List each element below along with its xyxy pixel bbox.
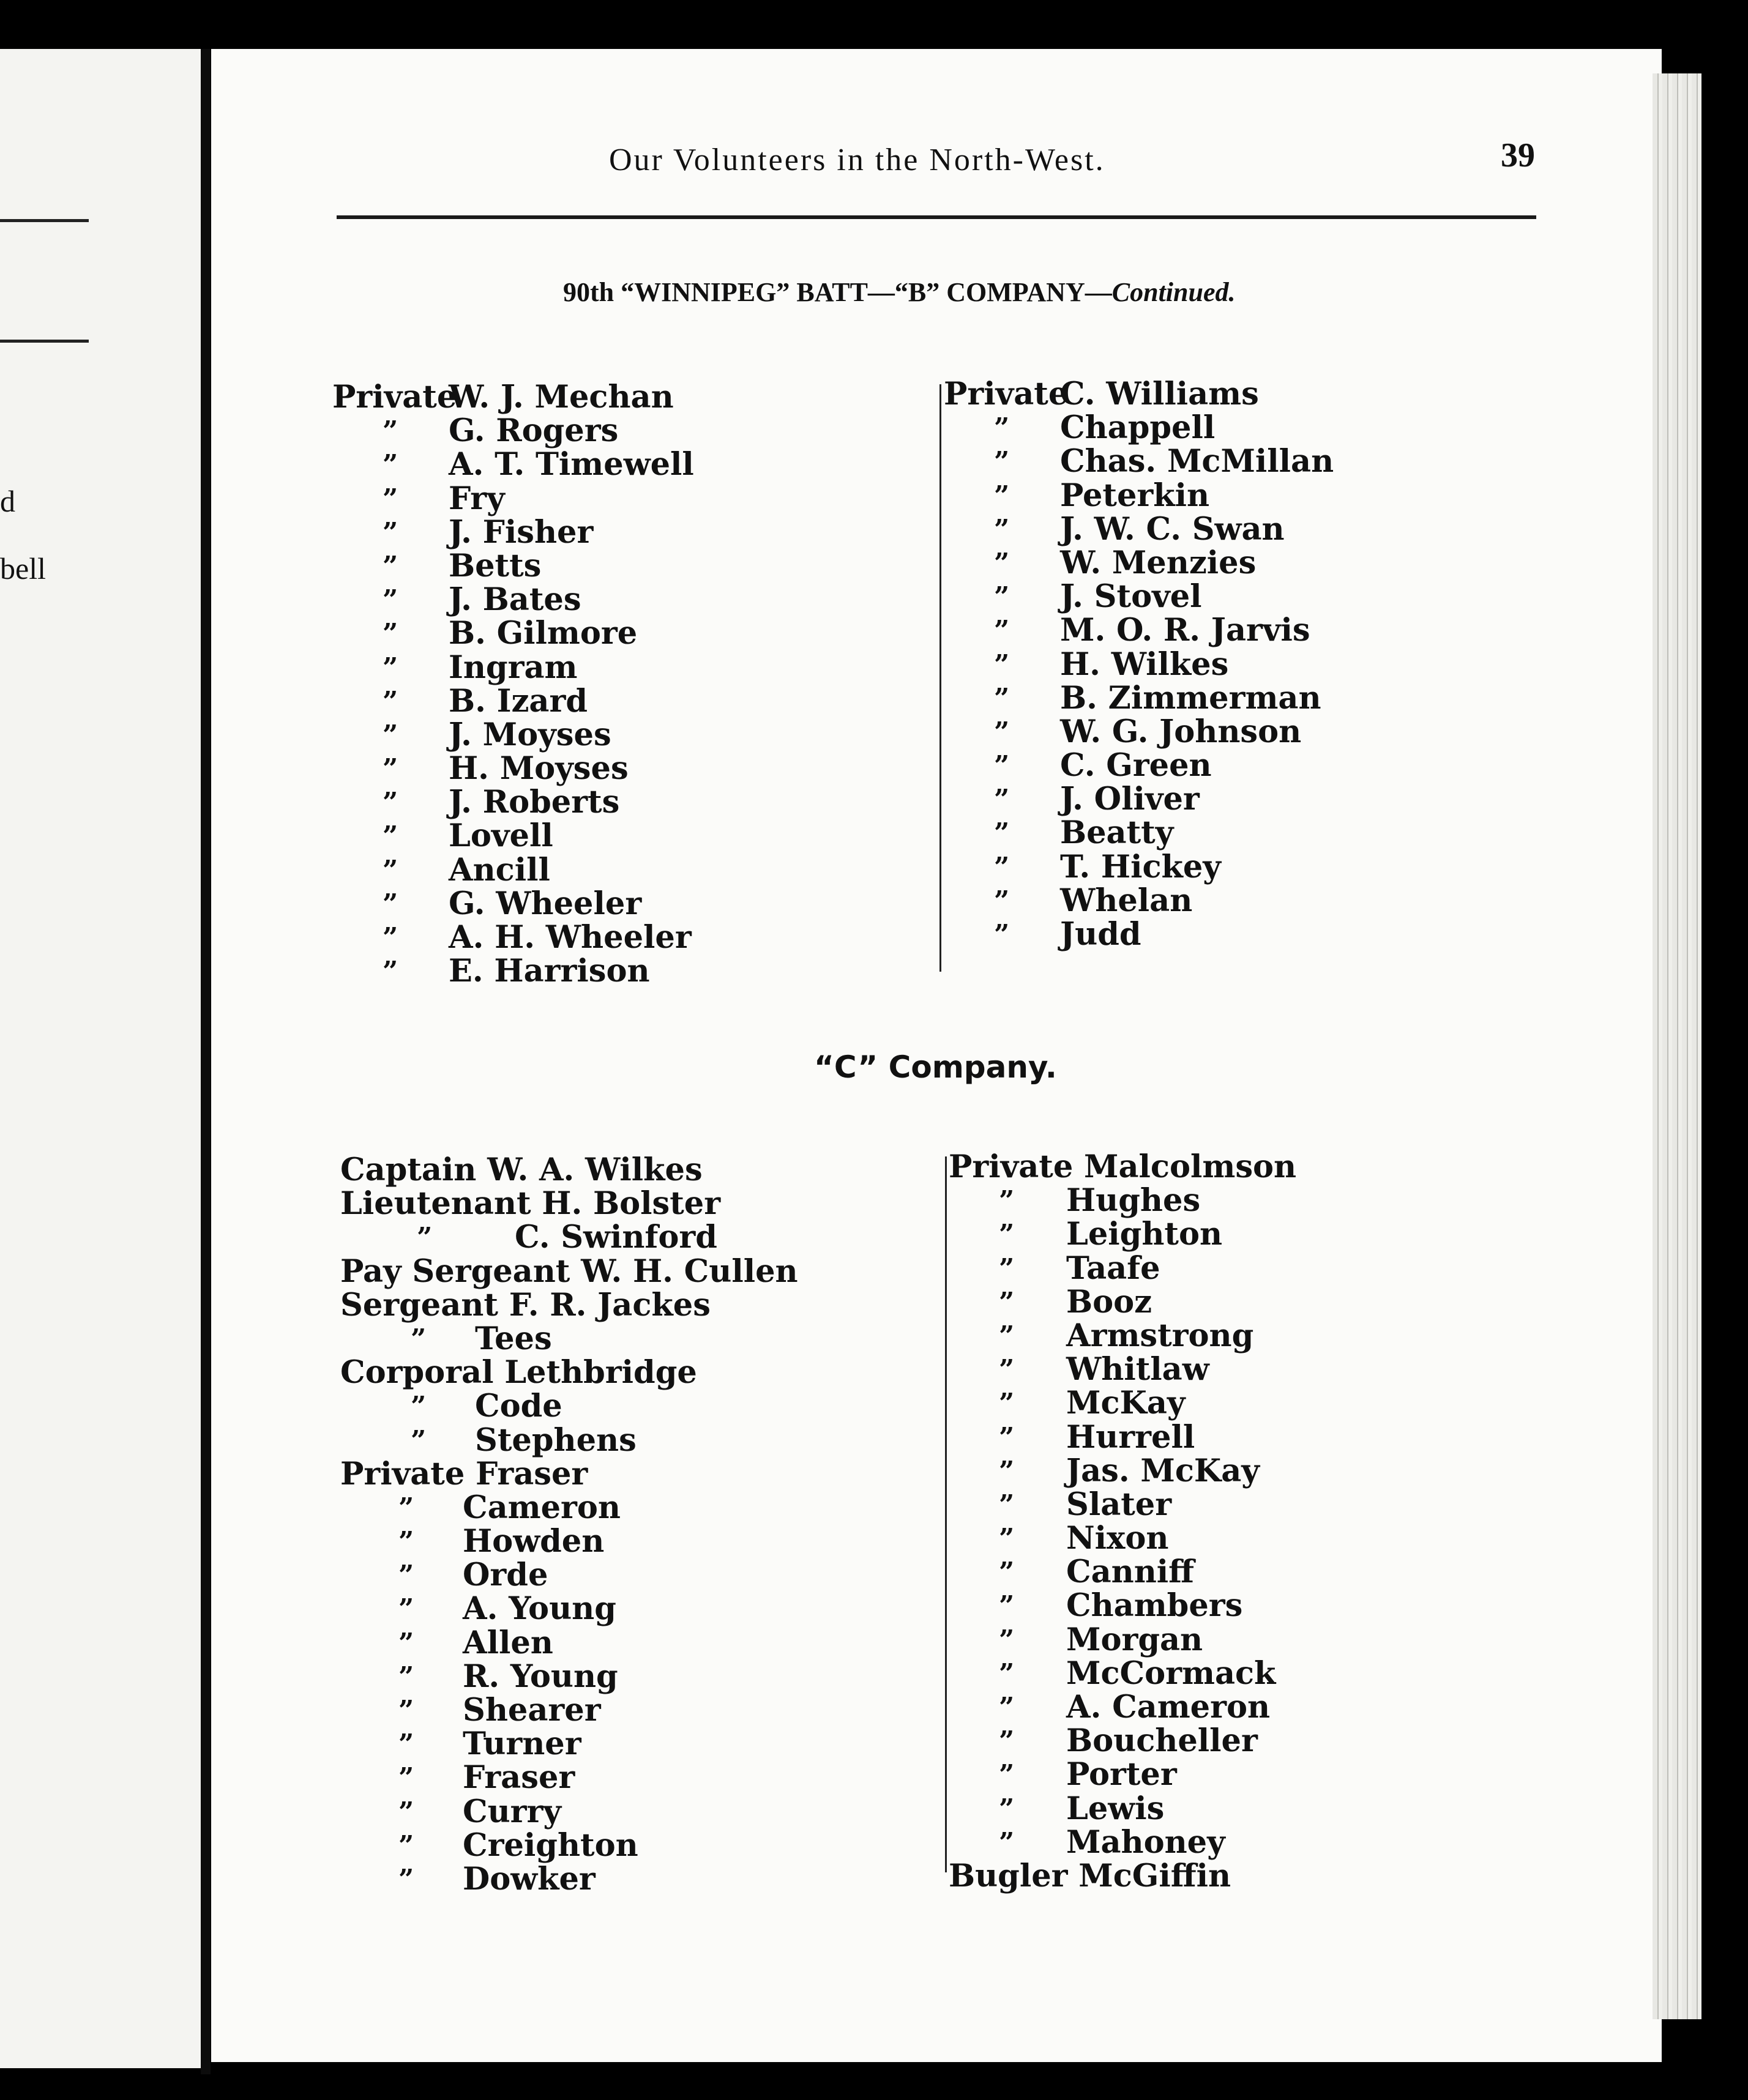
roster-entry [340,1322,798,1356]
ditto-mark: ” [994,446,1010,478]
ditto-mark: ” [999,1523,1015,1555]
soldier-name: C. Green [1060,747,1212,784]
roster-entry [944,578,1202,616]
ditto-mark: ” [398,1593,414,1625]
soldier-name: Dowker [463,1860,596,1897]
soldier-entry: Pay Sergeant W. H. Cullen [340,1253,798,1290]
soldier-name: Chambers [1066,1587,1243,1625]
section-c-heading: “C” Company. [814,1049,1057,1085]
roster-entry [332,953,650,990]
soldier-name: W. Menzies [1060,544,1257,581]
roster-entry [949,1353,1296,1387]
soldier-name: R. Young [463,1658,618,1695]
roster-entry [340,1390,798,1423]
ditto-mark: ” [383,550,398,582]
roster-entry [340,1558,798,1592]
soldier-name: Turner [463,1726,581,1763]
ditto-mark: ” [994,885,1010,917]
soldier-name: Taafe [1066,1249,1160,1287]
section-c-right-column [949,1150,1296,1893]
ditto-mark: ” [417,1222,433,1254]
roster-entry [340,1356,798,1390]
facing-page-fragment: d [0,484,15,518]
ditto-mark: ” [383,854,398,886]
section-b-title: 90th “WINNIPEG” BATT—“B” COMPANY— [563,277,1112,307]
roster-entry [949,1249,1296,1287]
header-rule [337,215,1536,219]
roster-entry [949,1857,1296,1894]
soldier-name: Slater [1066,1486,1172,1523]
soldier-name: Canniff [1066,1554,1195,1591]
soldier-name: J. Roberts [449,784,620,821]
roster-entry [332,682,588,720]
page-edges [1653,73,1701,2019]
section-b-right-column [944,376,1334,953]
roster-entry [340,1153,798,1187]
roster-entry [944,848,1221,885]
roster-entry [944,409,1216,447]
ditto-mark: ” [994,513,1010,545]
soldier-name: M. O. R. Jarvis [1060,612,1310,649]
roster-entry [944,544,1257,581]
ditto-mark: ” [398,1695,414,1726]
soldier-name: Peterkin [1060,477,1210,514]
column-divider [945,1156,947,1872]
soldier-name: Hughes [1066,1182,1201,1219]
rank-label: Private [944,376,1069,412]
roster-entry [340,1525,798,1558]
soldier-name: Curry [463,1793,562,1830]
ditto-mark: ” [999,1219,1015,1251]
soldier-name: McCormack [1066,1655,1276,1692]
ditto-mark: ” [411,1391,427,1423]
ditto-mark: ” [999,1590,1015,1622]
roster-entry [949,1319,1296,1353]
roster-entry [944,612,1310,649]
ditto-mark: ” [383,516,398,548]
roster-entry [949,1724,1296,1758]
ditto-mark: ” [398,1661,414,1692]
page-number: 39 [1501,136,1535,174]
roster-entry [332,615,638,652]
facing-page-rule [0,219,89,222]
ditto-mark: ” [994,750,1010,782]
ditto-mark: ” [398,1796,414,1828]
rank-label: Private [332,379,457,415]
soldier-name: Howden [463,1523,605,1560]
ditto-mark: ” [999,1185,1015,1217]
ditto-mark: ” [398,1863,414,1895]
ditto-mark: ” [398,1526,414,1558]
ditto-mark: ” [999,1489,1015,1521]
ditto-mark: ” [999,1658,1015,1689]
ditto-mark: ” [383,821,398,852]
ditto-mark: ” [999,1421,1015,1453]
ditto-mark: ” [398,1830,414,1861]
ditto-mark: ” [999,1726,1015,1757]
ditto-mark: ” [994,682,1010,714]
soldier-name: Creighton [463,1826,638,1864]
roster-entry [340,1795,798,1829]
ditto-mark: ” [383,652,398,683]
roster-entry [340,1187,798,1221]
section-b-left-column [332,379,694,990]
soldier-name: J. Moyses [449,716,611,753]
ditto-mark: ” [398,1560,414,1592]
roster-entry [949,1758,1296,1792]
soldier-name: Porter [1066,1756,1177,1793]
soldier-name: W. J. Mechan [449,379,674,415]
roster-entry [332,919,692,956]
soldier-name: Beatty [1060,814,1174,852]
soldier-name: Judd [1060,916,1141,953]
ditto-mark: ” [383,449,398,481]
roster-entry [332,649,578,686]
roster-entry [944,882,1193,919]
roster-entry [340,1761,798,1795]
ditto-mark: ” [383,685,398,717]
ditto-mark: ” [994,784,1010,816]
roster-entry [340,1421,798,1459]
roster-entry [340,1694,798,1727]
ditto-mark: ” [398,1627,414,1659]
roster-entry [949,1387,1296,1420]
soldier-entry: Corporal Lethbridge [340,1354,697,1391]
ditto-mark: ” [999,1557,1015,1588]
ditto-mark: ” [411,1323,427,1355]
soldier-name: Tees [475,1320,552,1357]
soldier-name: C. Williams [1060,376,1259,412]
roster-entry [949,1657,1296,1691]
soldier-name: T. Hickey [1060,848,1221,885]
soldier-entry: Sergeant F. R. Jackes [340,1286,711,1324]
roster-entry [944,510,1285,548]
roster-entry [949,1454,1296,1488]
soldier-name: A. H. Wheeler [449,919,692,956]
roster-entry [944,814,1174,852]
roster-entry [949,1418,1296,1456]
soldier-name: B. Izard [449,682,588,720]
soldier-entry: Private Malcolmson [949,1149,1297,1185]
section-b-heading [563,277,1236,308]
roster-entry [949,1150,1296,1184]
soldier-name: C. Swinford [515,1219,717,1256]
roster-entry [332,446,694,483]
soldier-name: G. Wheeler [449,885,642,922]
ditto-mark: ” [999,1692,1015,1723]
soldier-name: B. Gilmore [449,615,638,652]
soldier-name: Stephens [475,1421,637,1459]
roster-entry [944,916,1141,953]
ditto-mark: ” [383,483,398,515]
soldier-entry: Lieutenant H. Bolster [340,1185,721,1223]
ditto-mark: ” [999,1354,1015,1386]
ditto-mark: ” [994,581,1010,613]
soldier-name: J. Stovel [1060,578,1202,616]
ditto-mark: ” [999,1793,1015,1825]
roster-entry [944,781,1200,818]
soldier-name: Chas. McMillan [1060,443,1334,480]
soldier-name: H. Wilkes [1060,646,1229,683]
roster-entry [949,1589,1296,1623]
soldier-name: Allen [463,1624,553,1661]
roster-entry [340,1860,798,1897]
ditto-mark: ” [398,1762,414,1794]
ditto-mark: ” [383,753,398,785]
roster-entry [949,1184,1296,1218]
facing-page-rule [0,340,89,343]
roster-entry [340,1491,798,1525]
ditto-mark: ” [994,547,1010,579]
facing-page-fragment: bell [0,551,46,586]
soldier-name: E. Harrison [449,953,650,990]
soldier-name: J. W. C. Swan [1060,510,1285,548]
soldier-name: W. G. Johnson [1060,713,1302,750]
ditto-mark: ” [999,1826,1015,1858]
soldier-name: McKay [1066,1385,1186,1422]
ditto-mark: ” [999,1455,1015,1487]
ditto-mark: ” [994,649,1010,680]
soldier-name: Boucheller [1066,1722,1258,1760]
roster-entry [340,1255,798,1289]
soldier-name: J. Bates [449,581,581,619]
soldier-name: Orde [463,1557,548,1594]
roster-entry [949,1522,1296,1555]
soldier-name: Lovell [449,817,553,855]
roster-entry [340,1626,798,1660]
ditto-mark: ” [383,787,398,819]
roster-entry [944,679,1321,717]
roster-entry [332,480,505,517]
roster-entry [340,1826,798,1864]
running-title: Our Volunteers in the North-West. [609,143,1105,177]
roster-entry [332,412,619,450]
soldier-entry: Private Fraser [340,1455,588,1492]
roster-entry [949,1823,1296,1861]
roster-entry [944,477,1210,514]
roster-entry [332,784,620,821]
roster-entry [340,1455,798,1492]
ditto-mark: ” [383,888,398,920]
roster-entry [340,1221,798,1254]
ditto-mark: ” [383,584,398,616]
soldier-name: Hurrell [1066,1418,1195,1456]
roster-entry [332,379,674,415]
roster-entry [332,885,642,922]
soldier-name: Nixon [1066,1520,1169,1557]
soldier-name: Fraser [463,1759,575,1797]
soldier-entry: Bugler McGiffin [949,1857,1231,1894]
roster-entry [332,513,594,551]
roster-entry [949,1623,1296,1657]
ditto-mark: ” [994,615,1010,647]
ditto-mark: ” [994,716,1010,748]
roster-entry [949,1283,1296,1320]
ditto-mark: ” [398,1729,414,1760]
soldier-name: Armstrong [1066,1317,1254,1354]
book-spine [201,49,211,2074]
roster-entry [944,713,1302,750]
roster-entry [332,716,611,753]
roster-entry [949,1218,1296,1251]
roster-entry [332,851,550,888]
roster-entry [944,443,1334,480]
ditto-mark: ” [383,719,398,751]
ditto-mark: ” [999,1759,1015,1791]
ditto-mark: ” [999,1253,1015,1284]
facing-page [0,49,202,2068]
roster-entry [944,376,1259,412]
ditto-mark: ” [994,919,1010,950]
ditto-mark: ” [383,922,398,953]
soldier-name: J. Fisher [449,513,594,551]
roster-entry [340,1592,798,1626]
column-divider [939,384,941,972]
soldier-name: Leighton [1066,1216,1223,1253]
section-c-left-column [340,1153,798,1896]
roster-entry [949,1488,1296,1522]
roster-entry [944,747,1212,784]
soldier-name: B. Zimmerman [1060,679,1321,717]
ditto-mark: ” [383,618,398,650]
ditto-mark: ” [398,1492,414,1524]
ditto-mark: ” [383,415,398,447]
soldier-name: A. Young [463,1590,616,1628]
ditto-mark: ” [994,817,1010,849]
continued-label: Continued. [1111,277,1236,307]
soldier-name: Lewis [1066,1790,1165,1827]
roster-entry [340,1286,798,1324]
ditto-mark: ” [994,412,1010,444]
soldier-entry: Captain W. A. Wilkes [340,1152,703,1188]
soldier-name: Ingram [449,649,578,686]
roster-entry [332,547,542,584]
ditto-mark: ” [999,1286,1015,1318]
ditto-mark: ” [999,1624,1015,1656]
soldier-name: Betts [449,547,542,584]
roster-entry [332,750,629,788]
roster-entry [949,1691,1296,1724]
soldier-name: Booz [1066,1283,1152,1320]
soldier-name: J. Oliver [1060,781,1200,818]
soldier-name: Mahoney [1066,1823,1225,1861]
ditto-mark: ” [999,1320,1015,1352]
ditto-mark: ” [994,851,1010,883]
ditto-mark: ” [999,1388,1015,1420]
soldier-name: Morgan [1066,1621,1203,1658]
ditto-mark: ” [411,1424,427,1456]
soldier-name: G. Rogers [449,412,619,450]
roster-entry [340,1727,798,1761]
soldier-name: Jas. McKay [1066,1452,1260,1489]
roster-entry [944,646,1229,683]
roster-entry [949,1555,1296,1589]
soldier-name: Whitlaw [1066,1351,1209,1388]
roster-entry [332,581,581,619]
soldier-name: Shearer [463,1692,601,1729]
soldier-name: A. Cameron [1066,1689,1271,1726]
roster-entry [340,1660,798,1694]
soldier-name: Cameron [463,1489,621,1526]
ditto-mark: ” [383,956,398,988]
soldier-name: Ancill [449,851,550,888]
soldier-name: Fry [449,480,505,517]
ditto-mark: ” [994,480,1010,512]
roster-entry [949,1792,1296,1826]
soldier-name: H. Moyses [449,750,629,788]
soldier-name: Code [475,1388,562,1425]
soldier-name: A. T. Timewell [449,446,694,483]
soldier-name: Chappell [1060,409,1216,447]
soldier-name: Whelan [1060,882,1193,919]
roster-entry [332,817,553,855]
